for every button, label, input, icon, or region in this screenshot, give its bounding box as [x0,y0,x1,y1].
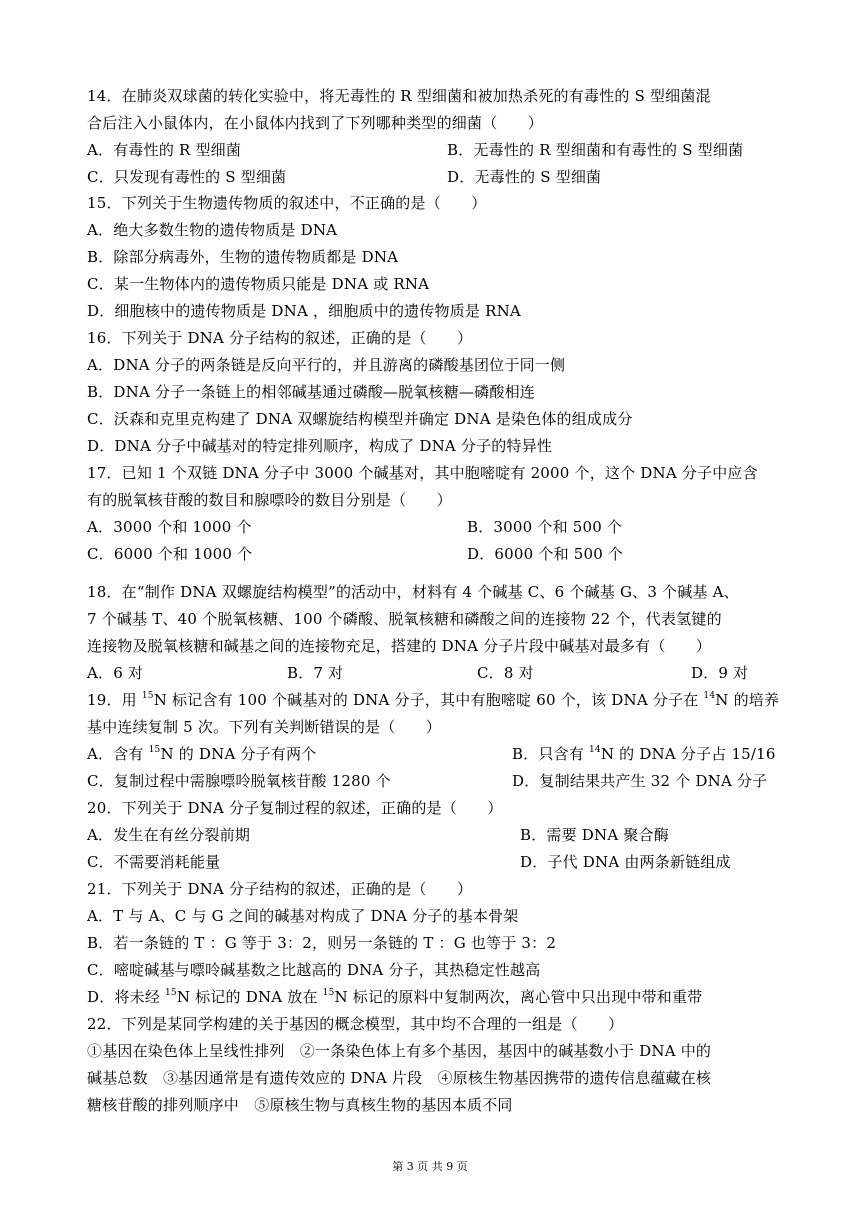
q21-option-b: B．若一条链的 T ：G 等于 3：2，则另一条链的 T ：G 也等于 3：2 [87,934,557,952]
q22-stem: 22．下列是某同学构建的关于基因的概念模型，其中均不合理的一组是（ ） [87,1015,624,1033]
q15-stem: 15．下列关于生物遗传物质的叙述中，不正确的是（ ） [87,194,487,212]
q14-option-a: A．有毒性的 R 型细菌 [87,141,242,159]
q15-option-d: D．细胞核中的遗传物质是 DNA ，细胞质中的遗传物质是 RNA [87,302,521,320]
q16-option-a: A．DNA 分子的两条链是反向平行的，并且游离的磷酸基团位于同一侧 [87,356,566,374]
q20-stem: 20．下列关于 DNA 分子复制过程的叙述，正确的是（ ） [87,799,503,817]
q16-option-b: B．DNA 分子一条链上的相邻碱基通过磷酸—脱氧核糖—磷酸相连 [87,383,535,401]
q15-option-b: B．除部分病毒外，生物的遗传物质都是 DNA [87,248,399,266]
q19-option-c: C．复制过程中需腺嘌呤脱氧核苷酸 1280 个 [87,772,391,790]
q17-option-a: A．3000 个和 1000 个 [87,518,252,536]
q14-option-d: D．无毒性的 S 型细菌 [447,168,602,186]
q21-stem: 21．下列关于 DNA 分子结构的叙述，正确的是（ ） [87,880,473,898]
q19-stem-line2: 基中连续复制 5 次。下列有关判断错误的是（ ） [87,718,442,736]
q19-option-b: B．只含有 $^{14}$N 的 DNA 分子占 15/16 [512,745,776,763]
q20-option-a: A．发生在有丝分裂前期 [87,826,251,844]
q18-stem-line3: 连接物及脱氧核糖和碱基之间的连接物充足，搭建的 DNA 分子片段中碱基对最多有（ ） [87,637,712,655]
q20-option-b: B．需要 DNA 聚合酶 [520,826,669,844]
q17-stem-line2: 有的脱氧核苷酸的数目和腺嘌呤的数目分别是（ ） [87,491,452,509]
q22-body-line2: 碱基总数 ③基因通常是有遗传效应的 DNA 片段 ④原核生物基因携带的遗传信息蕴藏在核 [87,1069,712,1087]
q19-stem-line1: 19．用 $^{15}$N 标记含有 100 个碱基对的 DNA 分子，其中有胞嘧啶 60 个，该 DNA 分子在 $^{14}$N 的培养 [87,691,780,709]
q16-option-c: C．沃森和克里克构建了 DNA 双螺旋结构模型并确定 DNA 是染色体的组成成分 [87,410,633,428]
q18-option-d: D．9 对 [691,664,749,682]
q20-option-d: D．子代 DNA 由两条新链组成 [520,853,731,871]
q18-stem-line2: 7 个碱基 T、40 个脱氧核糖、100 个磷酸、脱氧核糖和磷酸之间的连接物 22 个，代表氢键的 [87,610,722,628]
q17-option-c: C．6000 个和 1000 个 [87,545,253,563]
q21-option-a: A．T 与 A、C 与 G 之间的碱基对构成了 DNA 分子的基本骨架 [87,907,519,925]
q21-option-c: C．嘧啶碱基与嘌呤碱基数之比越高的 DNA 分子，其热稳定性越高 [87,961,541,979]
q15-option-a: A．绝大多数生物的遗传物质是 DNA [87,221,338,239]
q17-option-d: D．6000 个和 500 个 [467,545,624,563]
q20-option-c: C．不需要消耗能量 [87,853,221,871]
q17-stem-line1: 17．已知 1 个双链 DNA 分子中 3000 个碱基对，其中胞嘧啶有 2000 个，这个 DNA 分子中应含 [87,464,758,482]
q16-option-d: D．DNA 分子中碱基对的特定排列顺序，构成了 DNA 分子的特异性 [87,437,553,455]
q18-option-b: B．7 对 [287,664,344,682]
q15-option-c: C．某一生物体内的遗传物质只能是 DNA 或 RNA [87,275,430,293]
q14-stem-line1: 14．在肺炎双球菌的转化实验中，将无毒性的 R 型细菌和被加热杀死的有毒性的 S 型细菌混 [87,87,711,105]
q17-option-b: B．3000 个和 500 个 [467,518,623,536]
q14-option-b: B．无毒性的 R 型细菌和有毒性的 S 型细菌 [447,141,744,159]
q18-option-a: A．6 对 [87,664,144,682]
q14-stem-line2: 合后注入小鼠体内，在小鼠体内找到了下列哪种类型的细菌（ ） [87,114,544,132]
q18-stem-line1: 18．在“制作 DNA 双螺旋结构模型”的活动中，材料有 4 个碱基 C、6 个碱基 G、3 个碱基 A、 [87,583,739,601]
q19-option-d: D．复制结果共产生 32 个 DNA 分子 [512,772,768,790]
page-number-footer: 第 3 页 共 9 页 [392,1160,468,1173]
q21-option-d: D．将未经 $^{15}$N 标记的 DNA 放在 $^{15}$N 标记的原料中复制两次，离心管中只出现中带和重带 [87,988,703,1006]
q22-body-line3: 糖核苷酸的排列顺序中 ⑤原核生物与真核生物的基因本质不同 [87,1096,513,1114]
q16-stem: 16．下列关于 DNA 分子结构的叙述，正确的是（ ） [87,329,473,347]
q14-option-c: C．只发现有毒性的 S 型细菌 [87,168,287,186]
q19-option-a: A．含有 $^{15}$N 的 DNA 分子有两个 [87,745,317,763]
q18-option-c: C．8 对 [477,664,534,682]
q22-body-line1: ①基因在染色体上呈线性排列 ②一条染色体上有多个基因，基因中的碱基数小于 DNA 中的 [87,1042,712,1060]
